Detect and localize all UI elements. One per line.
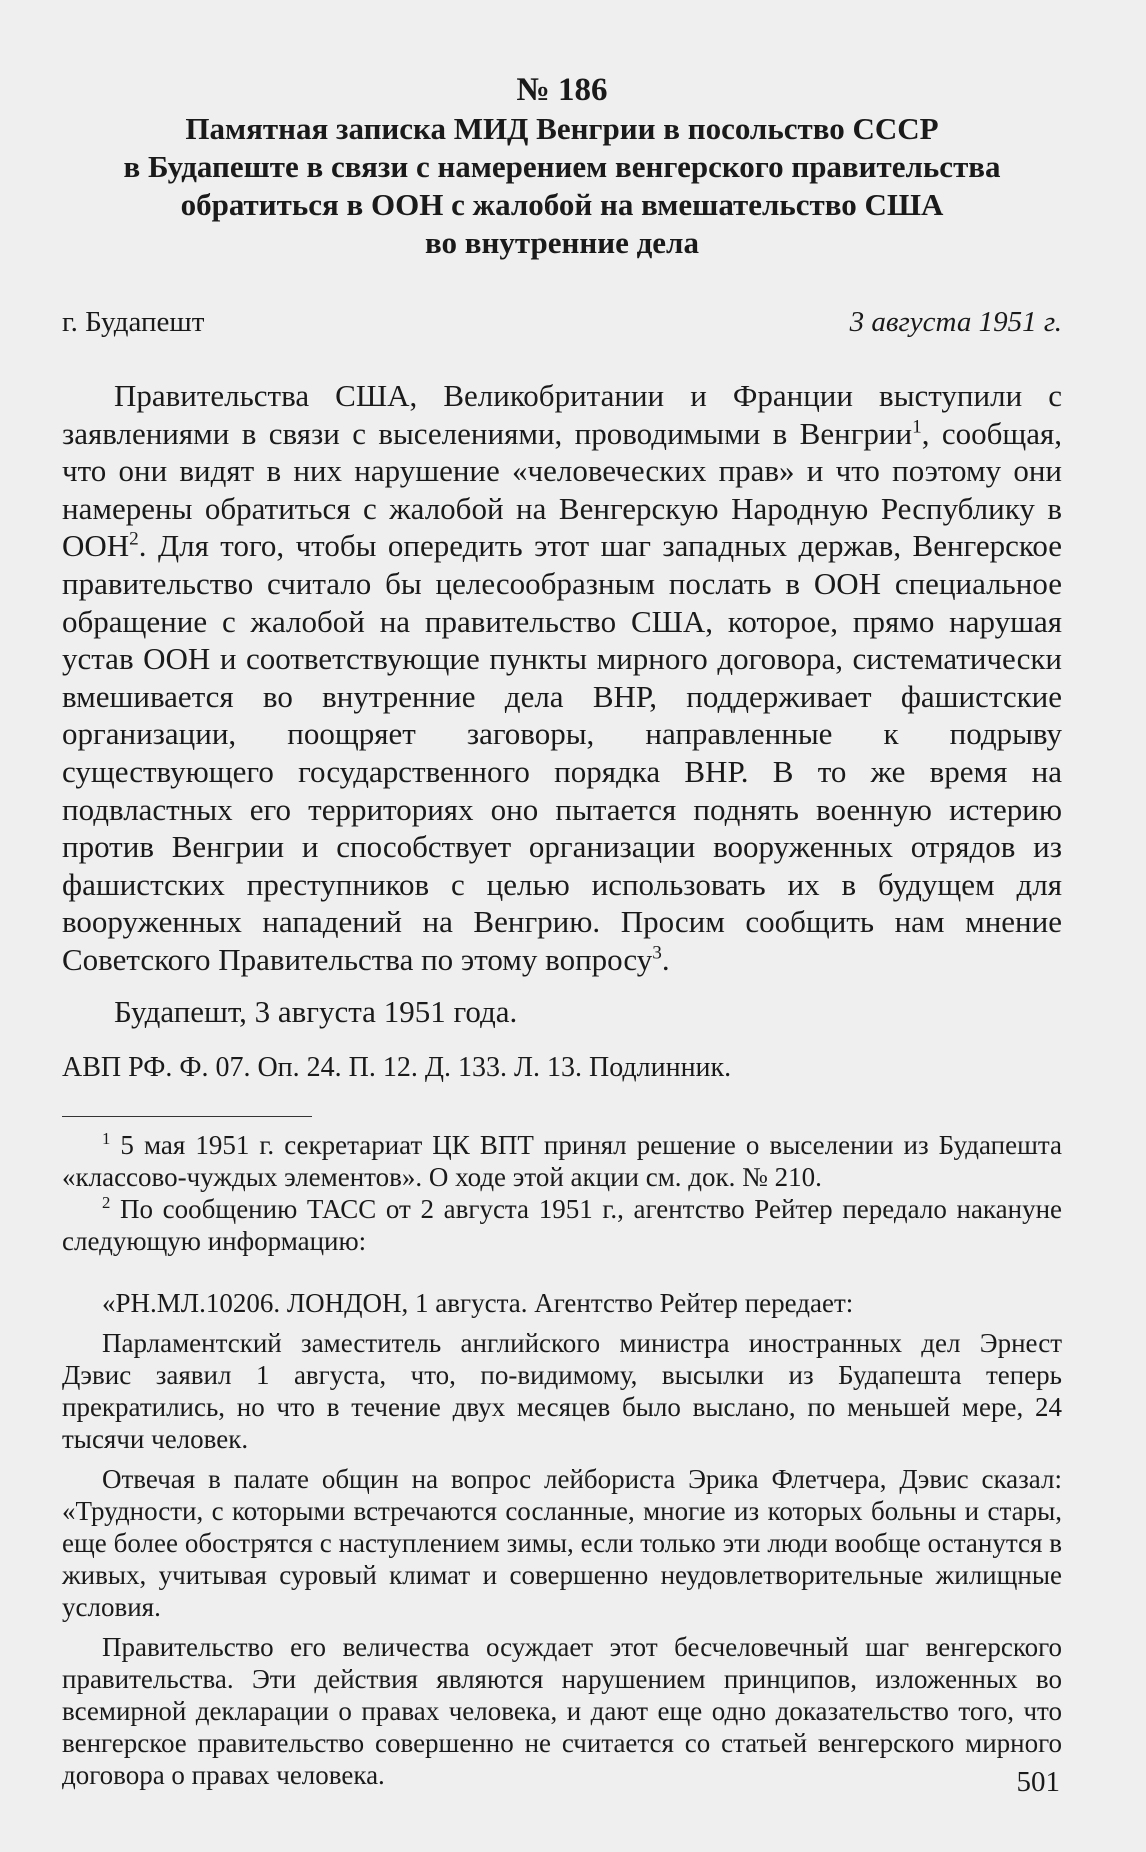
- document-title-line-2: в Будапеште в связи с намерением венгерского правительства: [123, 149, 1001, 184]
- document-heading: [62, 70, 1062, 262]
- page-number: 501: [1016, 1766, 1060, 1798]
- footnote-ref-2: 2: [129, 529, 139, 551]
- body-text-b: , сообщая, что они видят в них нарушение «человеческих прав» и что поэтому они намерены обратиться с жалобой на Венгерскую Народную Республику в ООН: [62, 415, 1063, 564]
- quote-paragraph-3: Правительство его величества осуждает этот бесчеловечный шаг венгерского правительства. Эти действия являются нарушением принципов, изложенных во всемирной декларации о правах человека, и дают еще одно доказательство того, что венгерское правительство совершенно не считается со статьей венгерского мирного договора о правах человека.: [62, 1632, 1062, 1791]
- document-title-line-1: Памятная записка МИД Венгрии в посольство СССР: [185, 111, 939, 146]
- footnote-1: [62, 1129, 1062, 1193]
- document-date: 3 августа 1951 г.: [849, 306, 1062, 338]
- footnote-2-text: По сообщению ТАСС от 2 августа 1951 г., агентство Рейтер передало накануне следующую информацию:: [62, 1194, 1062, 1257]
- footnote-divider: [62, 1116, 312, 1117]
- closing-line: Будапешт, 3 августа 1951 года.: [114, 993, 518, 1029]
- footnote-1-text: 5 мая 1951 г. секретариат ЦК ВПТ принял решение о выселении из Будапешта «классово-чуждых элементов». О ходе этой акции см. док. № 210.: [62, 1130, 1062, 1193]
- body-text-c: . Для того, чтобы опередить этот шаг западных держав, Венгерское правительство считало бы целесообразным послать в ООН специальное обращение с жалобой на правительство США, которое, прямо нарушая устав ООН и соответствующие пункты мирного договора, систематически вмешивается во внутренние дела ВНР, поддерживает фашистские организации, поощряет заговоры, направленные к подрыву существующего государственного порядка ВНР. В то же время на подвластных его территориях оно пытается поднять военную истерию против Венгрии и способствует организации вооруженных отрядов из фашистских преступников с целью использовать их в будущем для вооруженных нападений на Венгрию. Просим сообщить нам мнение Советского Правительства по этому вопросу: [62, 528, 1062, 977]
- footnote-ref-3: 3: [652, 942, 662, 964]
- body-text-d: .: [661, 941, 670, 977]
- document-place: г. Будапешт: [62, 306, 205, 338]
- footnote-2-number: 2: [102, 1193, 111, 1213]
- footnote-1-number: 1: [102, 1129, 111, 1149]
- document-title-line-4: во внутренние дела: [425, 225, 699, 260]
- archive-reference: АВП РФ. Ф. 07. Оп. 24. П. 12. Д. 133. Л. 13. Подлинник.: [62, 1052, 732, 1084]
- document-number: № 186: [516, 72, 608, 108]
- place-date-line: [62, 306, 1062, 339]
- body-paragraph: [62, 377, 1062, 979]
- document-body: [62, 377, 1062, 1030]
- body-text-a: Правительства США, Великобритании и Франции выступили с заявлениями в связи с выселениями, проводимыми в Венгрии: [62, 378, 1062, 451]
- footnote-ref-1: 1: [912, 416, 922, 438]
- quote-paragraph-1: Парламентский заместитель английского министра иностранных дел Эрнест Дэвис заявил 1 августа, что, по-видимому, высылки из Будапешта теперь прекратились, но что в течение двух месяцев было выслано, по меньшей мере, 24 тысячи человек.: [62, 1328, 1062, 1455]
- document-title-line-3: обратиться в ООН с жалобой на вмешательство США: [180, 187, 944, 222]
- quote-paragraph-2: Отвечая в палате общин на вопрос лейбориста Эрика Флетчера, Дэвис сказал: «Трудности, с которыми встречаются сосланные, многие из которых больны и стары, еще более обострятся с наступлением зимы, если только эти люди вообще останутся в живых, учитывая суровый климат и совершенно неудовлетворительные жилищные условия.: [62, 1464, 1062, 1623]
- footnotes: [62, 1129, 1062, 1791]
- footnote-2: [62, 1193, 1062, 1257]
- quote-header: «РН.МЛ.10206. ЛОНДОН, 1 августа. Агентство Рейтер передает:: [102, 1288, 854, 1319]
